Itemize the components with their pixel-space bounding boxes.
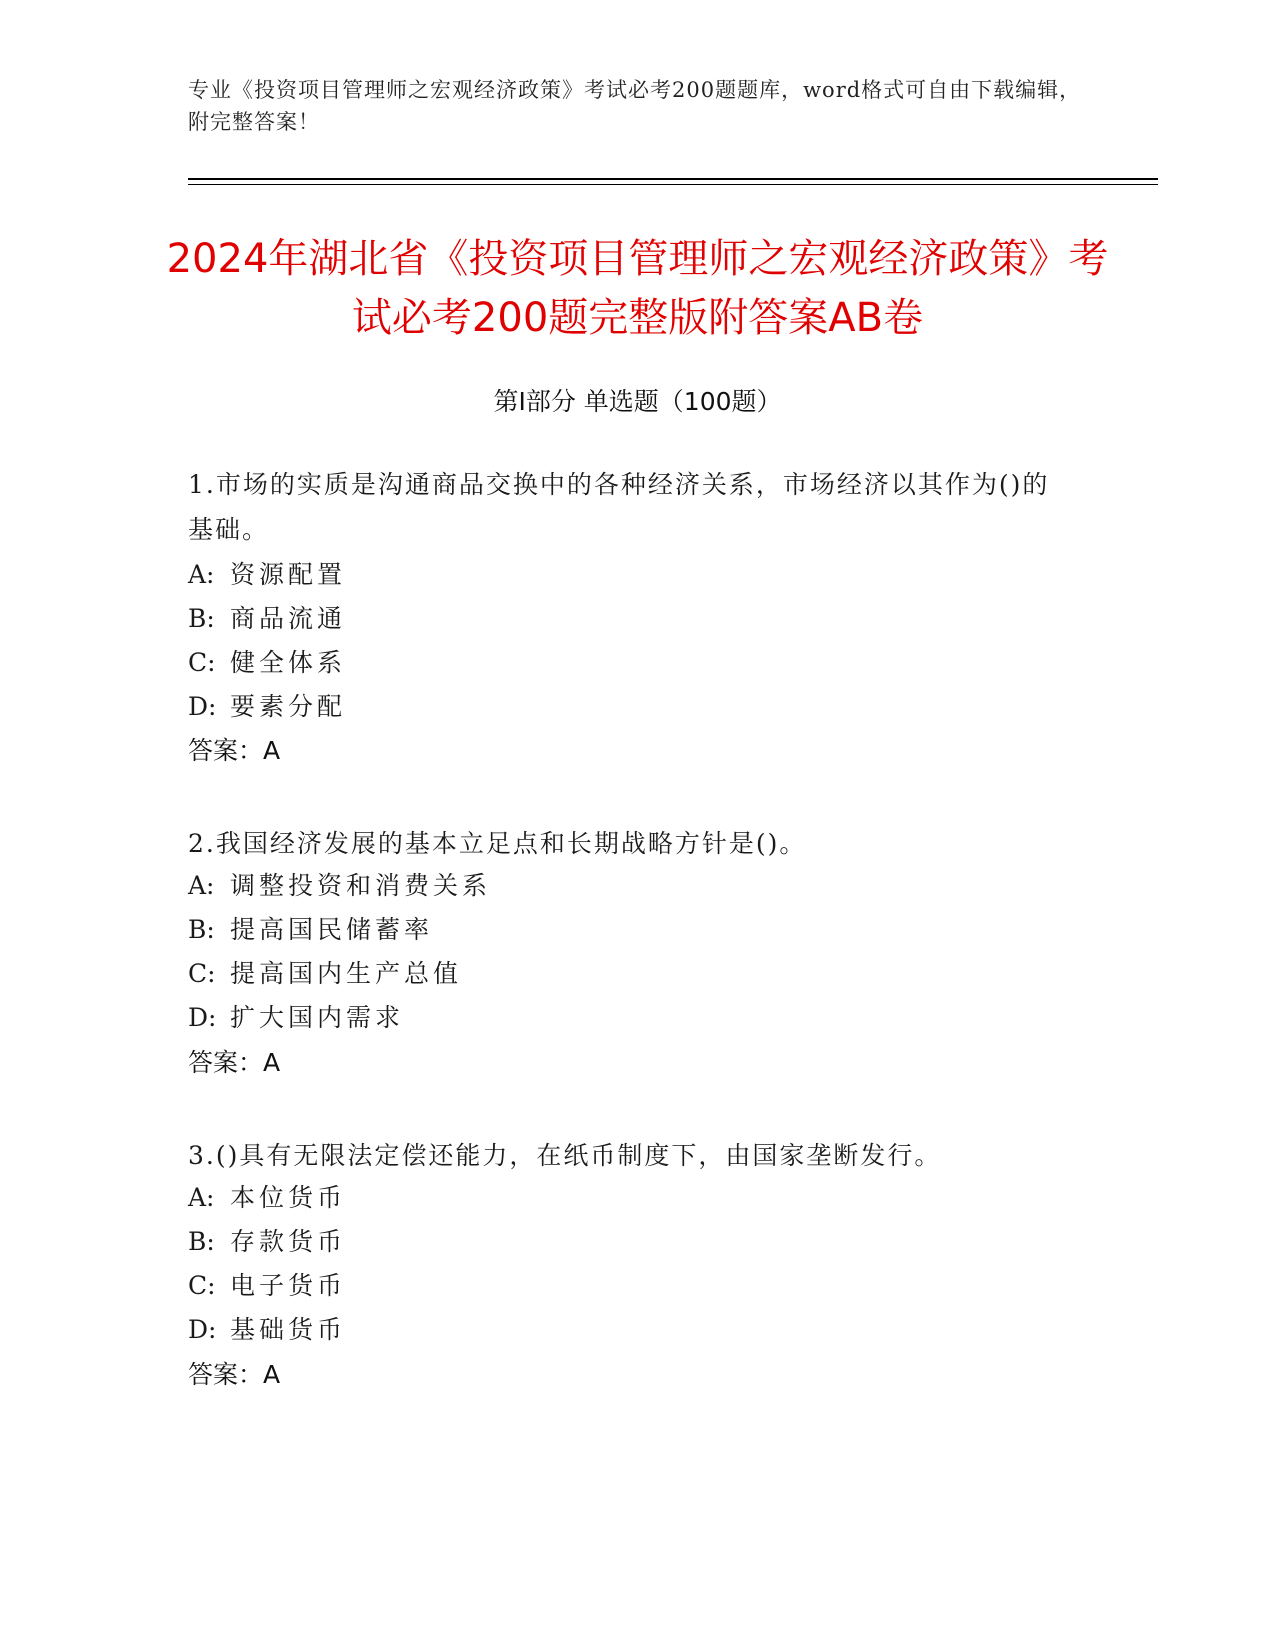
option-text: 调整投资和消费关系: [230, 871, 492, 900]
option-text: 扩大国内需求: [230, 1003, 405, 1032]
option-text: 电子货币: [230, 1271, 347, 1300]
question-2-option-b: [188, 913, 1068, 947]
option-text: 要素分配: [230, 692, 347, 721]
option-letter: B:: [188, 604, 215, 633]
option-letter: A:: [188, 871, 215, 900]
option-letter: C:: [188, 1271, 216, 1300]
option-letter: B:: [188, 1227, 215, 1256]
question-3-option-a: [188, 1181, 1068, 1215]
question-1-answer: 答案：A: [188, 736, 281, 765]
section-heading: 第Ⅰ部分 单选题（100题）: [493, 387, 782, 416]
question-1-option-c: [188, 646, 1068, 680]
question-2-option-c: [188, 957, 1068, 991]
option-text: 本位货币: [230, 1183, 347, 1212]
question-2-answer: 答案：A: [188, 1048, 281, 1077]
option-text: 提高国内生产总值: [230, 959, 463, 988]
option-text: 资源配置: [230, 560, 347, 589]
option-text: 商品流通: [230, 604, 347, 633]
option-letter: A:: [188, 560, 215, 589]
question-2-option-a: [188, 869, 1068, 903]
option-text: 健全体系: [230, 648, 347, 677]
option-letter: D:: [188, 1003, 217, 1032]
option-letter: D:: [188, 692, 217, 721]
option-text: 存款货币: [230, 1227, 347, 1256]
question-2-option-d: [188, 1001, 1068, 1035]
option-letter: D:: [188, 1315, 217, 1344]
question-3-option-b: [188, 1225, 1068, 1259]
document-title: 2024年湖北省《投资项目管理师之宏观经济政策》考试必考200题完整版附答案AB卷: [166, 236, 1109, 341]
option-text: 基础货币: [230, 1315, 347, 1344]
question-3-option-d: [188, 1313, 1068, 1347]
question-3-text: 3.()具有无限法定偿还能力，在纸币制度下，由国家垄断发行。: [188, 1141, 942, 1170]
question-1-option-a: [188, 558, 1068, 592]
question-1-text: 1.市场的实质是沟通商品交换中的各种经济关系，市场经济以其作为()的基础。: [188, 470, 1050, 544]
question-3-answer: 答案：A: [188, 1360, 281, 1389]
option-letter: A:: [188, 1183, 215, 1212]
question-1-option-d: [188, 690, 1068, 724]
header-rule-thin: [188, 184, 1158, 185]
option-letter: C:: [188, 648, 216, 677]
option-letter: B:: [188, 915, 215, 944]
question-1-option-b: [188, 602, 1068, 636]
header-note: 专业《投资项目管理师之宏观经济政策》考试必考200题题库，word格式可自由下载编辑，附完整答案！: [188, 78, 1082, 134]
option-letter: C:: [188, 959, 216, 988]
option-text: 提高国民储蓄率: [230, 915, 434, 944]
question-2-text: 2.我国经济发展的基本立足点和长期战略方针是()。: [188, 829, 807, 858]
question-3-option-c: [188, 1269, 1068, 1303]
header-rule-thick: [188, 178, 1158, 180]
